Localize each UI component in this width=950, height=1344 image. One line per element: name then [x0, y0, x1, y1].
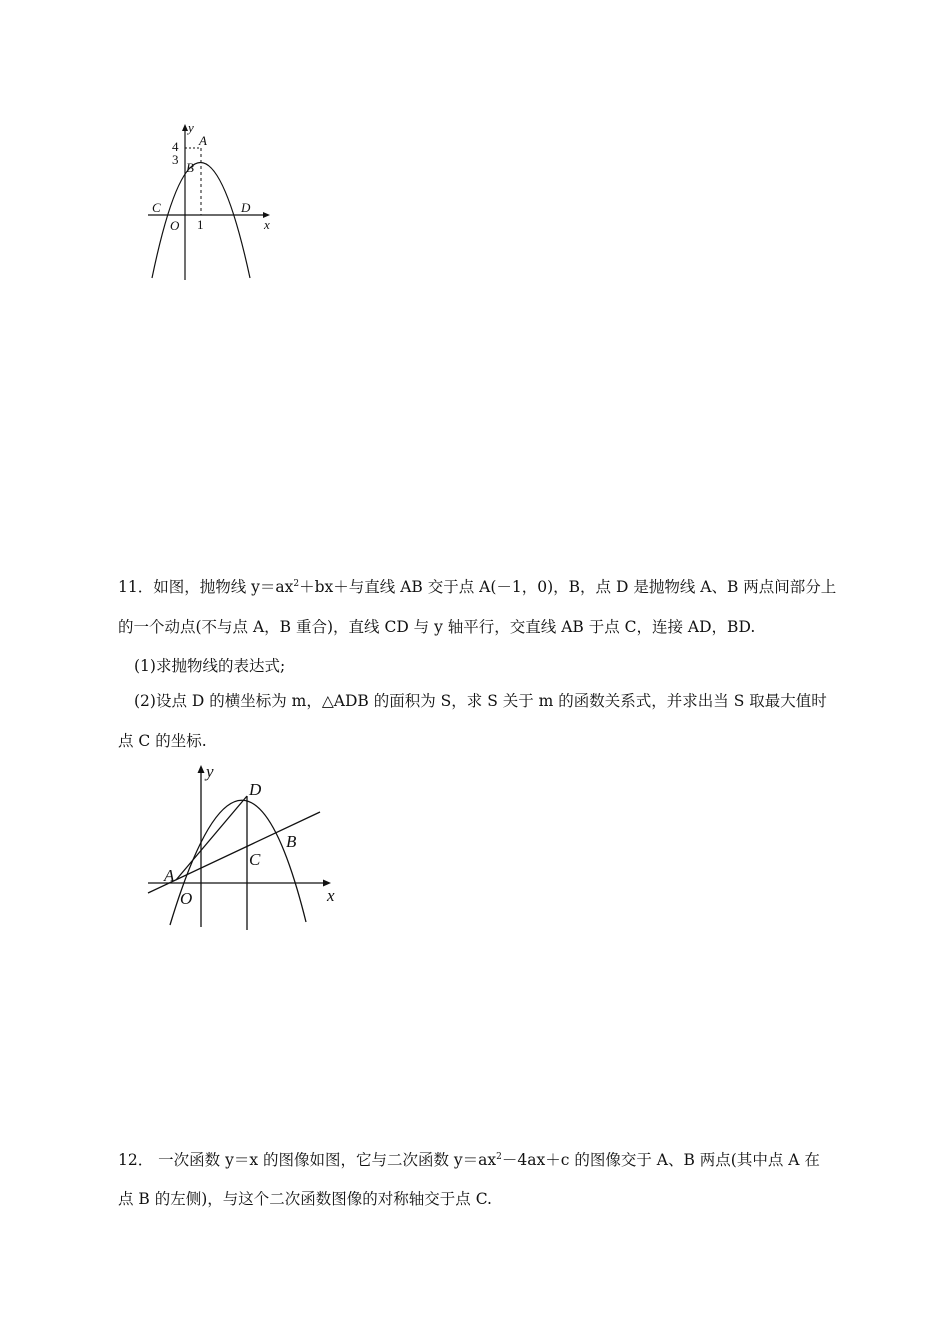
q11-subquestion-2-line-2: 点 C 的坐标.: [118, 732, 207, 750]
tick-label-1: 1: [197, 217, 204, 232]
point-d-label: D: [249, 780, 262, 799]
tick-label-4: 4: [172, 139, 179, 154]
point-a-label: A: [164, 866, 175, 885]
q11-line-1: 11．如图，抛物线 $y=ax^2+bx+$与直线 AB 交于点 A(－1，0)，B，点 D 是抛物线 A、B 两点间部分上: [118, 578, 837, 596]
tick-label-3: 3: [172, 152, 179, 167]
q11-subquestion-2-line-1: (2)设点 D 的横坐标为 m，△ADB 的面积为 S，求 S 关于 m 的函数关系式，并求出当 S 取最大值时: [134, 692, 827, 710]
figure-1-parabola: [140, 115, 290, 290]
point-c-label: C: [152, 200, 161, 215]
x-axis-label: x: [264, 217, 270, 232]
point-b-label: B: [286, 832, 297, 851]
q12-line-2: 点 B 的左侧)，与这个二次函数图像的对称轴交于点 C.: [118, 1190, 492, 1208]
q11-line-2: 的一个动点(不与点 A，B 重合)，直线 CD 与 y 轴平行，交直线 AB 于点 C，连接 AD，BD.: [118, 618, 756, 636]
y-axis-arrow: [198, 765, 205, 773]
q11-subquestion-1: (1)求抛物线的表达式;: [134, 657, 286, 675]
x-axis-label: x: [327, 886, 335, 905]
point-d-label: D: [241, 200, 251, 215]
figure-2-parabola-line: [140, 755, 355, 935]
point-a-label: A: [199, 133, 207, 148]
segment-ad: [176, 796, 247, 880]
origin-label: O: [180, 889, 193, 908]
point-c-label: C: [249, 850, 261, 869]
origin-label: O: [170, 218, 180, 233]
y-axis-label: y: [206, 762, 214, 781]
q12-line-1: 12． 一次函数 y＝x 的图像如图，它与二次函数 $y=ax^2-4ax+c$ 的图像交于 A、B 两点(其中点 A 在: [118, 1151, 820, 1169]
y-axis-label: y: [188, 120, 194, 135]
point-b-label: B: [186, 160, 194, 175]
